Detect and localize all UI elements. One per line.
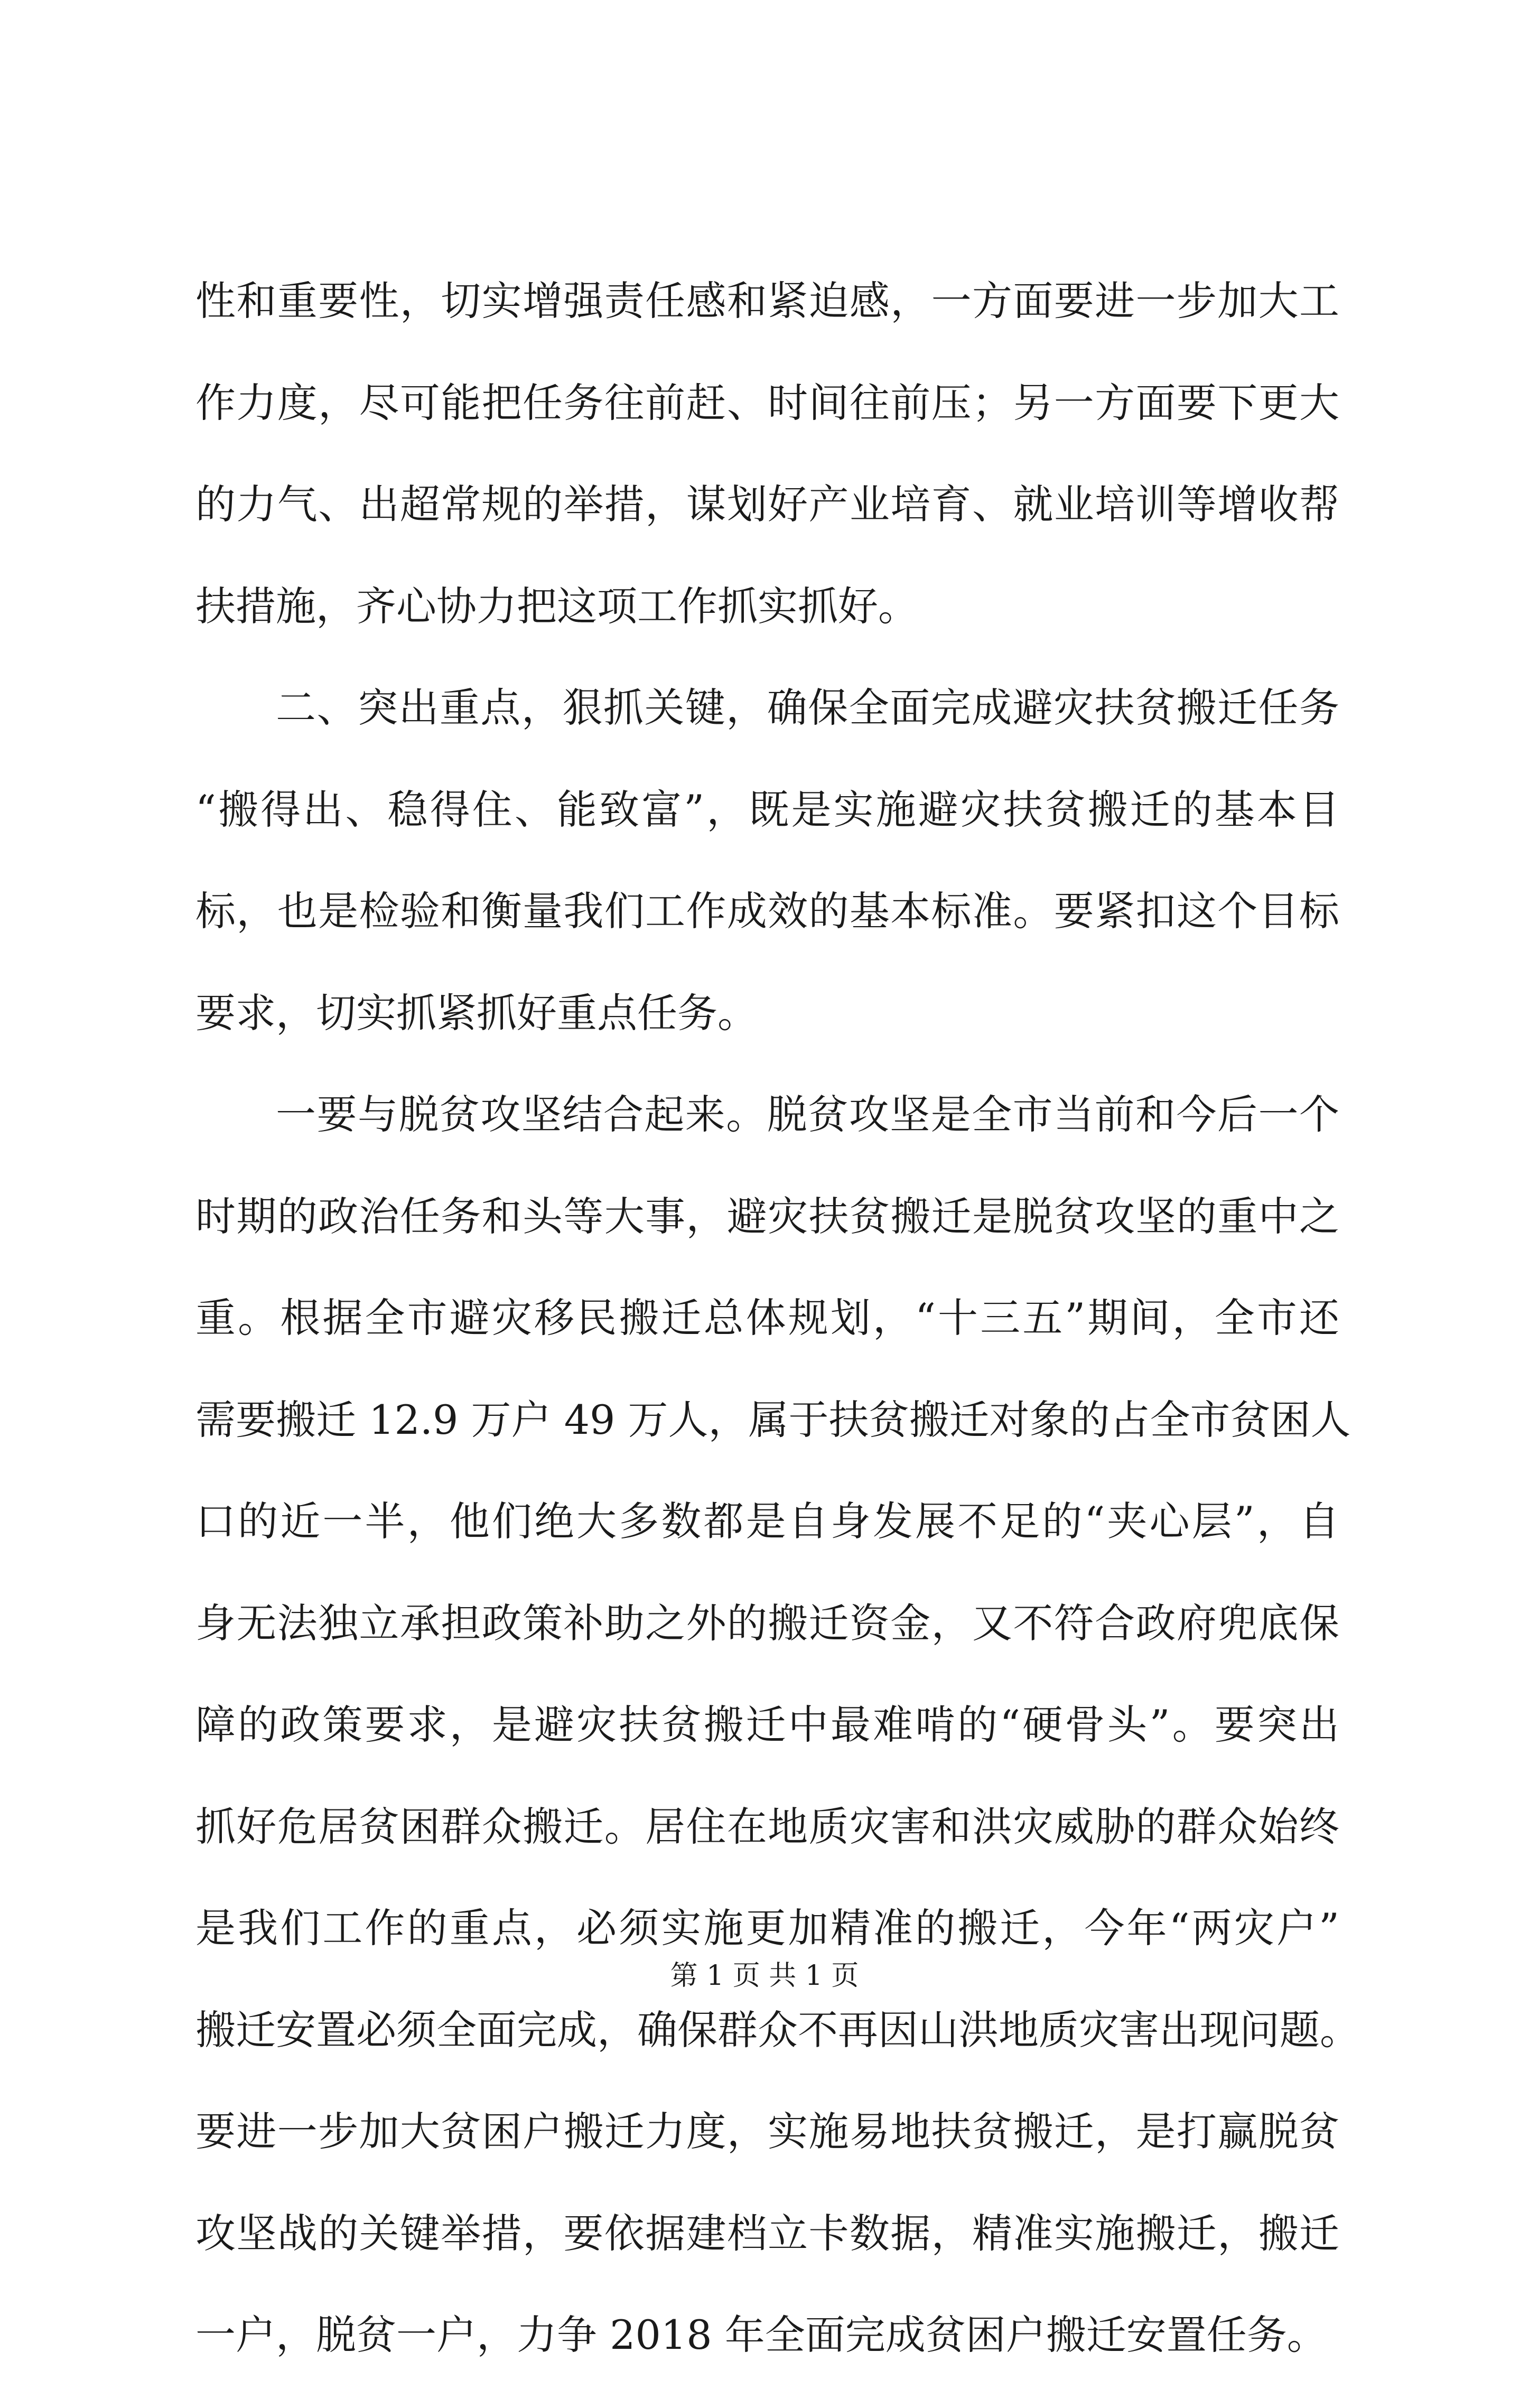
- text-line: 是我们工作的重点，必须实施更加精准的搬迁，今年“两灾户”: [195, 1905, 1339, 1952]
- text-line: 攻坚战的关键举措，要依据建档立卡数据，精准实施搬迁，搬迁: [195, 2209, 1339, 2257]
- section-heading: 二、突出重点，狠抓关键，确保全面完成避灾扶贫搬迁任务: [276, 684, 1339, 731]
- text-line: 要求，切实抓紧抓好重点任务。: [195, 989, 758, 1037]
- text-line: 抓好危居贫困群众搬迁。居住在地质灾害和洪灾威胁的群众始终: [195, 1803, 1339, 1850]
- page-number-label: 第 1 页 共 1 页: [670, 1960, 859, 1992]
- text-line: 的力气、出超常规的举措，谋划好产业培育、就业培训等增收帮: [195, 481, 1339, 528]
- text-line: 重。根据全市避灾移民搬迁总体规划，“十三五”期间，全市还: [195, 1294, 1339, 1341]
- text-line: 搬迁安置必须全面完成，确保群众不再因山洪地质灾害出现问题。: [195, 2006, 1360, 2054]
- text-line: 作力度，尽可能把任务往前赶、时间往前压；另一方面要下更大: [195, 379, 1339, 426]
- text-line: “搬得出、稳得住、能致富”，既是实施避灾扶贫搬迁的基本目: [195, 786, 1339, 833]
- text-line: 时期的政治任务和头等大事，避灾扶贫搬迁是脱贫攻坚的重中之: [195, 1192, 1339, 1240]
- document-body: [195, 272, 1360, 2408]
- page-footer: [0, 1957, 1529, 1994]
- text-line: 扶措施，齐心协力把这项工作抓实抓好。: [195, 582, 918, 630]
- text-line: 要进一步加大贫困户搬迁力度，实施易地扶贫搬迁，是打赢脱贫: [195, 2108, 1339, 2155]
- text-line: 一要与脱贫攻坚结合起来。脱贫攻坚是全市当前和今后一个: [276, 1091, 1339, 1138]
- text-line: 性和重要性，切实增强责任感和紧迫感，一方面要进一步加大工: [195, 277, 1339, 324]
- text-line: 一户，脱贫一户，力争 2018 年全面完成贫困户搬迁安置任务。: [195, 2311, 1327, 2358]
- text-line: 口的近一半，他们绝大多数都是自身发展不足的“夹心层”，自: [195, 1498, 1339, 1545]
- text-line: 标，也是检验和衡量我们工作成效的基本标准。要紧扣这个目标: [195, 888, 1339, 935]
- text-line: 需要搬迁 12.9 万户 49 万人，属于扶贫搬迁对象的占全市贫困人: [195, 1396, 1351, 1443]
- text-line: 身无法独立承担政策补助之外的搬迁资金，又不符合政府兜底保: [195, 1599, 1339, 1647]
- text-line: 障的政策要求，是避灾扶贫搬迁中最难啃的“硬骨头”。要突出: [195, 1701, 1339, 1748]
